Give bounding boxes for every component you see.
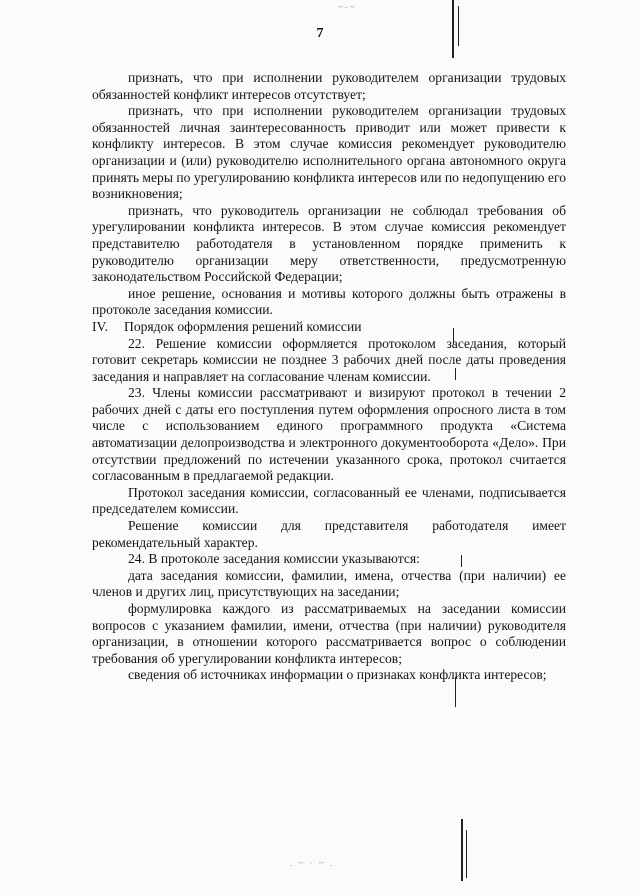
paragraph: признать, что при исполнении руководителем организации трудовых обязанностей личная заинтересованность приводит или может привести к конфликту интересов. В этом случае комиссия рекомендует руководителю организации и (или) руководителю исполнительного органа автономного округа принять меры по урегулированию конфликта интересов или по недопущению его возникновения;	[92, 103, 566, 202]
paragraph: признать, что руководитель организации не соблюдал требования об урегулировании конфликта интересов. В этом случае комиссия рекомендует представителю работодателя в установленном порядке применить к руководителю организации меру ответственности, предусмотренную законодательством Российской Федерации;	[92, 202, 566, 285]
section-title: Порядок оформления решений комиссии	[124, 318, 362, 334]
paragraph: Решение комиссии для представителя работодателя имеет рекомендательный характер.	[92, 518, 566, 550]
scan-smudge: . ~ · ~ .	[290, 858, 335, 868]
paragraph: 23. Члены комиссии рассматривают и визируют протокол в течении 2 рабочих дней с даты его поступления путем оформления опросного листа в том числе с использованием единого программного продукта «Система автоматизации делопроизводства и электронного документооборота «Дело». При отсутствии предложений по истечении указанного срока, протокол считается согласованным в предлагаемой редакции.	[92, 385, 566, 484]
section-number: IV.	[92, 318, 108, 334]
scan-smudge: ~-~	[338, 2, 357, 12]
paragraph: 22. Решение комиссии оформляется протоколом заседания, который готовит секретарь комиссии не позднее 3 рабочих дней после даты проведения заседания и направляет на согласование членам комиссии.	[92, 335, 566, 384]
scan-artifact-line	[466, 830, 467, 878]
paragraph: сведения об источниках информации о признаках конфликта интересов;	[128, 667, 547, 683]
paragraph: признать, что при исполнении руководителем организации трудовых обязанностей конфликт интересов отсутствует;	[92, 70, 566, 102]
page-number: 7	[316, 26, 324, 41]
paragraph: Протокол заседания комиссии, согласованный ее членами, подписывается председателем комиссии.	[92, 484, 566, 517]
document-body	[92, 70, 566, 684]
paragraph: дата заседания комиссии, фамилии, имена, отчества (при наличии) ее членов и других лиц, присутствующих на заседании;	[92, 567, 566, 600]
paragraph: иное решение, основания и мотивы которого должны быть отражены в протоколе заседания комиссии.	[92, 285, 566, 318]
scan-artifact-line	[461, 819, 463, 881]
paragraph: 24. В протоколе заседания комиссии указываются:	[128, 551, 420, 567]
paragraph: формулировка каждого из рассматриваемых на заседании комиссии вопросов с указанием фамилии, имени, отчества (при наличии) руководителя организации, в отношении которого рассматривается вопрос о соблюдении требования об урегулировании конфликта интересов;	[92, 601, 566, 666]
section-heading	[92, 319, 566, 336]
